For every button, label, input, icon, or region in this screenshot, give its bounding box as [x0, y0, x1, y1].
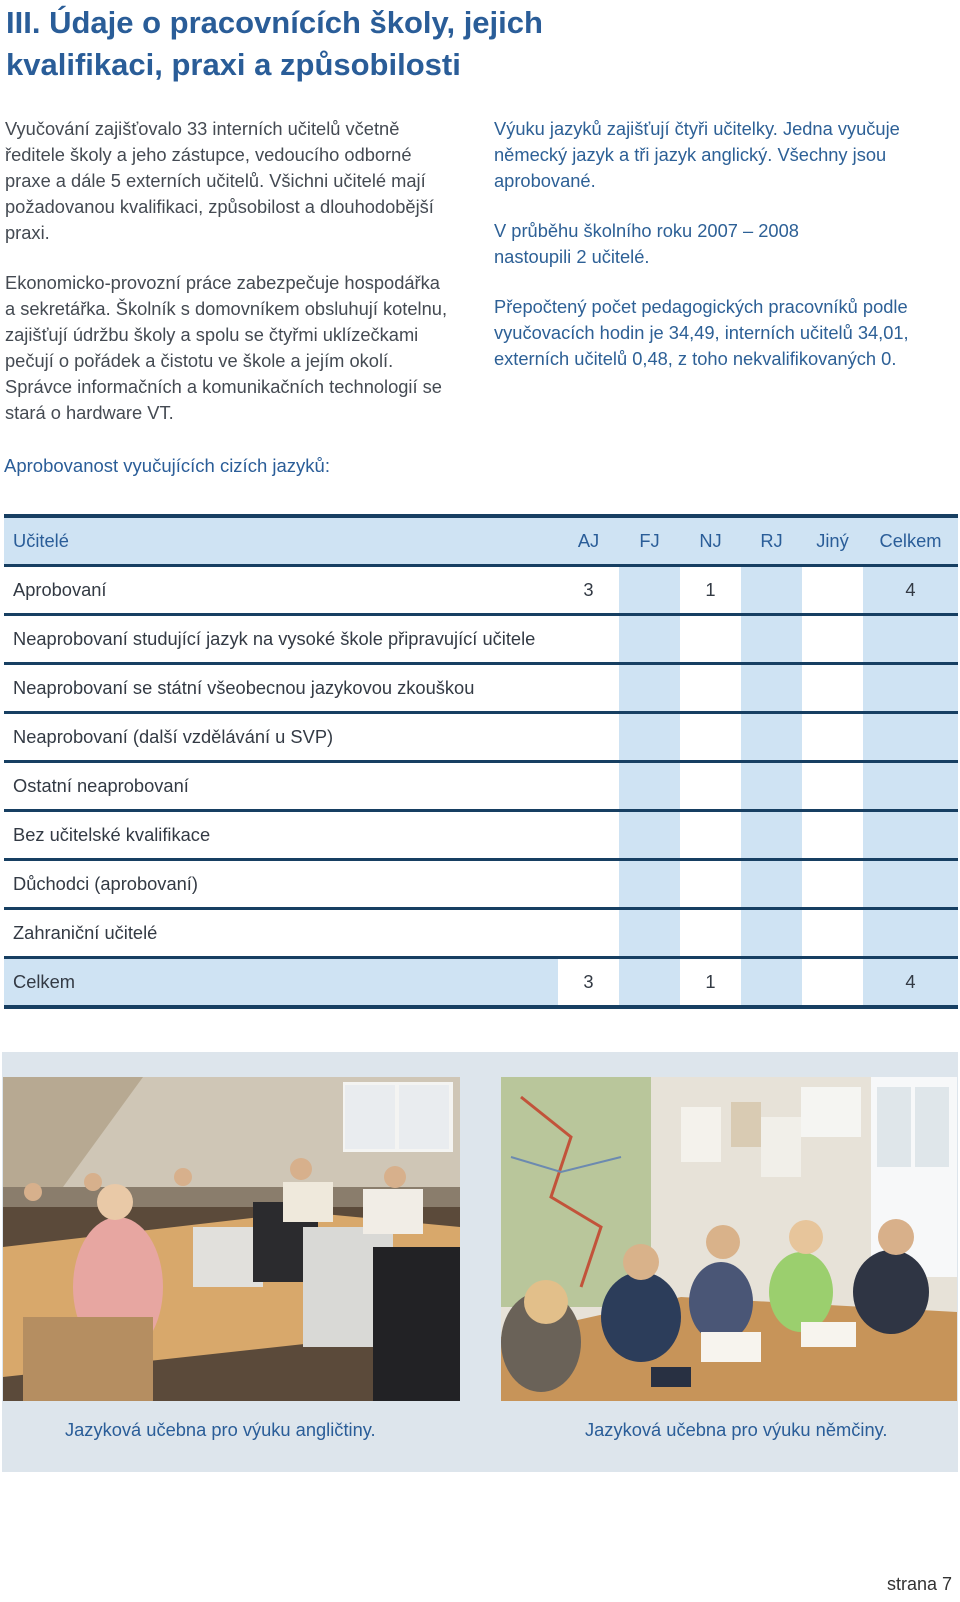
table-row: [4, 860, 958, 909]
table-row: [4, 566, 958, 615]
cell-aj: [558, 713, 619, 762]
left-text-column: [5, 116, 455, 450]
header-aj: AJ: [558, 516, 619, 566]
row-label: Důchodci (aprobovaní): [4, 860, 558, 909]
cell-fj: [619, 615, 680, 664]
cell-other: [802, 958, 863, 1008]
photo-german-classroom: [501, 1077, 957, 1401]
cell-fj: [619, 713, 680, 762]
header-fj: FJ: [619, 516, 680, 566]
new-teachers-line2: nastoupili 2 učitelé.: [494, 246, 650, 267]
cell-nj: [680, 860, 741, 909]
recalculated-staff-paragraph: Přepočtený počet pedagogických pracovníků podle vyučovacích hodin je 34,49, interních učitelů 34,01, externích učitelů 0,48, z toho nekvalifikovaných 0.: [494, 296, 909, 369]
row-label: Bez učitelské kvalifikace: [4, 811, 558, 860]
cell-fj: [619, 958, 680, 1008]
cell-aj: 3: [558, 958, 619, 1008]
cell-rj: [741, 958, 802, 1008]
cell-total: [863, 713, 958, 762]
header-total: Celkem: [863, 516, 958, 566]
cell-fj: [619, 811, 680, 860]
photo-caption-english: Jazyková učebna pro výuku angličtiny.: [65, 1419, 376, 1440]
cell-total: 4: [863, 958, 958, 1008]
photo-caption-german: Jazyková učebna pro výuku němčiny.: [585, 1419, 888, 1440]
cell-other: [802, 860, 863, 909]
language-qualification-table: [4, 514, 958, 1009]
table-total-row: [4, 958, 958, 1008]
row-label: Aprobovaní: [4, 566, 558, 615]
row-label: Celkem: [4, 958, 558, 1008]
cell-rj: [741, 566, 802, 615]
cell-rj: [741, 860, 802, 909]
cell-total: [863, 909, 958, 958]
cell-rj: [741, 615, 802, 664]
cell-aj: [558, 664, 619, 713]
cell-nj: [680, 664, 741, 713]
cell-aj: [558, 811, 619, 860]
page-number: strana 7: [886, 1574, 952, 1594]
row-label: Neaprobovaní se státní všeobecnou jazykovou zkouškou: [4, 664, 558, 713]
row-label: Zahraniční učitelé: [4, 909, 558, 958]
row-label: Neaprobovaní studující jazyk na vysoké škole připravující učitele: [4, 615, 558, 664]
table-row: [4, 811, 958, 860]
cell-aj: [558, 909, 619, 958]
cell-total: [863, 811, 958, 860]
table-header-row: [4, 516, 958, 566]
cell-other: [802, 909, 863, 958]
cell-other: [802, 664, 863, 713]
cell-fj: [619, 664, 680, 713]
cell-fj: [619, 566, 680, 615]
section-title-line1: III. Údaje o pracovnících školy, jejich: [6, 5, 543, 40]
new-teachers-line1: V průběhu školního roku 2007 – 2008: [494, 220, 799, 241]
cell-fj: [619, 909, 680, 958]
section-title: [6, 2, 626, 86]
cell-nj: [680, 713, 741, 762]
cell-nj: [680, 811, 741, 860]
table-row: [4, 713, 958, 762]
cell-other: [802, 762, 863, 811]
cell-aj: [558, 860, 619, 909]
language-teachers-paragraph: Výuku jazyků zajišťují čtyři učitelky. Jedna vyučuje německý jazyk a tři jazyk anglický. Všechny jsou aprobované.: [494, 118, 900, 191]
cell-rj: [741, 664, 802, 713]
cell-other: [802, 566, 863, 615]
cell-rj: [741, 909, 802, 958]
section-title-line2: kvalifikaci, praxi a způsobilosti: [6, 47, 461, 82]
header-teachers: Učitelé: [4, 516, 558, 566]
cell-nj: 1: [680, 566, 741, 615]
cell-nj: [680, 909, 741, 958]
table-row: [4, 762, 958, 811]
right-text-column: [494, 116, 944, 396]
cell-nj: [680, 762, 741, 811]
cell-aj: [558, 762, 619, 811]
table-row: [4, 615, 958, 664]
cell-other: [802, 713, 863, 762]
cell-aj: 3: [558, 566, 619, 615]
cell-total: 4: [863, 566, 958, 615]
header-rj: RJ: [741, 516, 802, 566]
cell-nj: [680, 615, 741, 664]
row-label: Neaprobovaní (další vzdělávání u SVP): [4, 713, 558, 762]
cell-fj: [619, 860, 680, 909]
cell-other: [802, 811, 863, 860]
header-other: Jiný: [802, 516, 863, 566]
cell-rj: [741, 762, 802, 811]
cell-nj: 1: [680, 958, 741, 1008]
cell-total: [863, 664, 958, 713]
cell-total: [863, 762, 958, 811]
table-title: Aprobovanost vyučujících cizích jazyků:: [4, 455, 330, 476]
cell-fj: [619, 762, 680, 811]
header-nj: NJ: [680, 516, 741, 566]
photo-english-classroom: [3, 1077, 460, 1401]
new-teachers-paragraph: [494, 218, 944, 270]
cell-total: [863, 615, 958, 664]
table-row: [4, 664, 958, 713]
staff-paragraph: Vyučování zajišťovalo 33 interních učitelů včetně ředitele školy a jeho zástupce, vedoucího odborné praxe a dále 5 externích učitelů. Všichni učitelé mají požadovanou kvalifikaci, způsobilost a dlouhodobější praxi.: [5, 118, 434, 243]
cell-rj: [741, 811, 802, 860]
table-row: [4, 909, 958, 958]
cell-other: [802, 615, 863, 664]
operations-paragraph: Ekonomicko-provozní práce zabezpečuje hospodářka a sekretářka. Školník s domovníkem obsluhují kotelnu, zajišťují údržbu školy a spolu se čtyřmi uklízečkami pečují o pořádek a čistotu ve škole a jejím okolí. Správce informačních a komunikačních technologií se stará o hardware VT.: [5, 272, 448, 423]
row-label: Ostatní neaprobovaní: [4, 762, 558, 811]
cell-rj: [741, 713, 802, 762]
cell-total: [863, 860, 958, 909]
cell-aj: [558, 615, 619, 664]
